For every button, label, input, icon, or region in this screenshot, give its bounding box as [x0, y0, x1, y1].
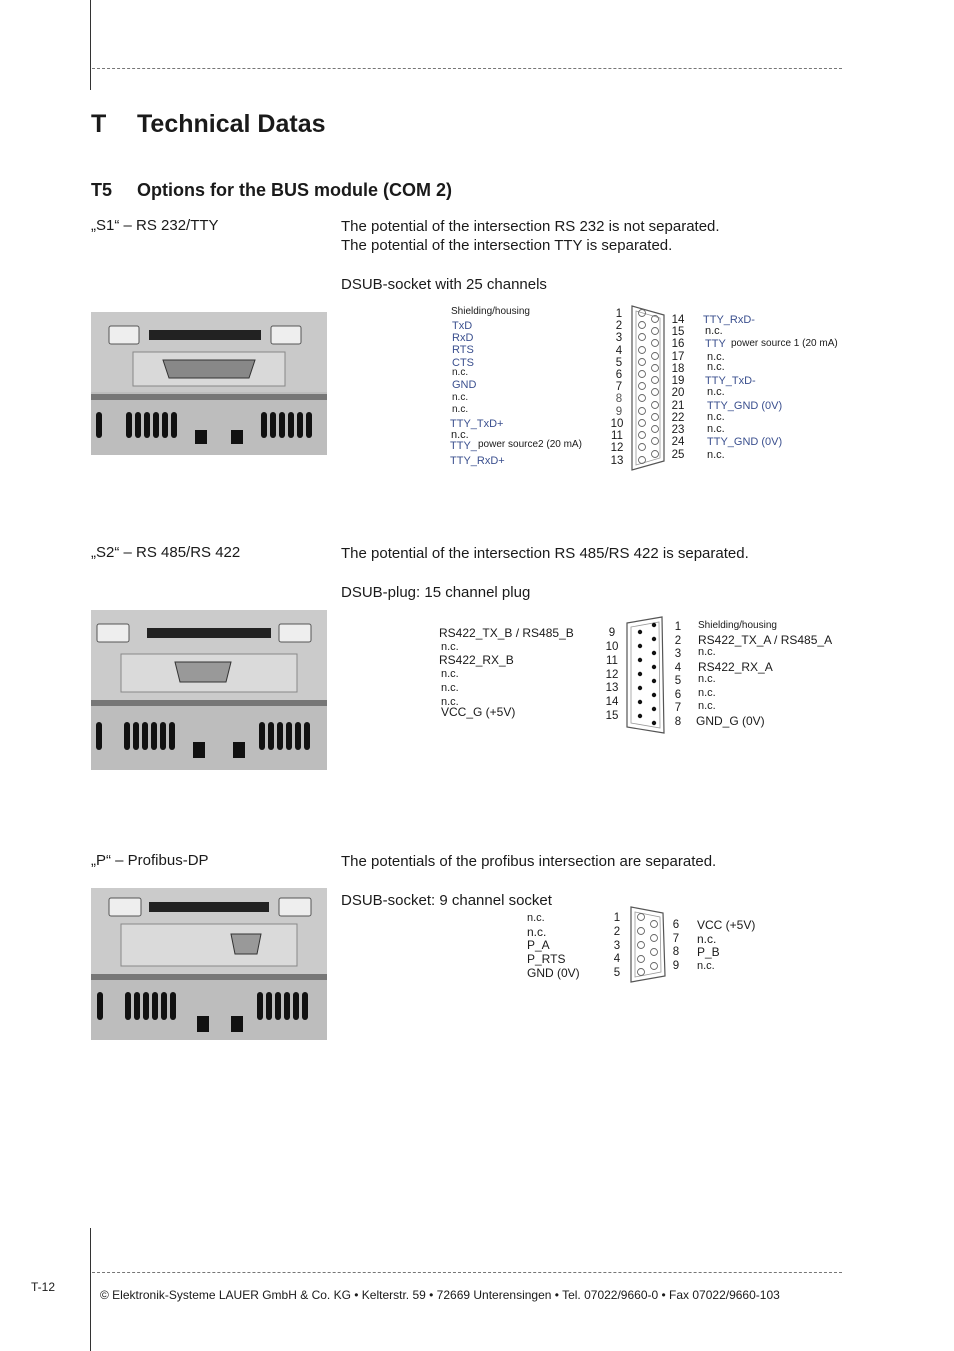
s1-dsub-title: DSUB-socket with 25 channels — [341, 276, 547, 293]
s2-label-rs422-tx-a: RS422_TX_A / RS485_A — [698, 633, 833, 647]
s1-pin-7: 7 — [615, 381, 623, 393]
bottom-dashed-rule — [92, 1272, 842, 1273]
p-line1: The potentials of the profibus intersection are separated. — [341, 853, 717, 870]
p-label-nc9: n.c. — [697, 960, 715, 972]
s2-pin-14: 14 — [605, 696, 619, 708]
chapter-number: T — [91, 110, 107, 138]
p-dsub9-connector-icon — [628, 904, 668, 984]
p-label-gnd: GND (0V) — [527, 966, 580, 980]
s1-label-tty-txd-minus: TTY_TxD- — [705, 375, 756, 387]
s1-pin-6: 6 — [615, 369, 623, 381]
s1-pin-20: 20 — [671, 387, 685, 399]
section-title: Options for the BUS module (COM 2) — [137, 180, 452, 200]
p-device-photo — [91, 888, 327, 1040]
s1-pin-16: 16 — [671, 338, 685, 350]
s1-label-power-source1: power source 1 (20 mA) — [731, 338, 838, 349]
s1-pin-14: 14 — [671, 314, 685, 326]
s2-label-vcc-g: VCC_G (+5V) — [441, 705, 516, 719]
p-label-p-b: P_B — [697, 945, 720, 959]
s1-description — [341, 217, 720, 294]
p-pin-6: 6 — [672, 919, 680, 931]
s1-pin-11: 11 — [611, 430, 623, 442]
chapter-title: Technical Datas — [137, 110, 326, 138]
s2-label-nc12: n.c. — [441, 668, 459, 680]
s2-pin-9: 9 — [608, 627, 616, 639]
s2-pin-10: 10 — [605, 641, 619, 653]
top-dashed-rule — [92, 68, 842, 69]
s2-description — [341, 544, 749, 602]
p-label-nc7: n.c. — [697, 932, 717, 946]
s2-pin-15: 15 — [605, 710, 619, 722]
s1-pin-19: 19 — [671, 375, 685, 387]
p-pin-1: 1 — [613, 912, 621, 924]
s1-label-rts: RTS — [452, 344, 474, 356]
s2-pin-7: 7 — [674, 702, 682, 714]
s2-pin-1: 1 — [674, 621, 682, 633]
s1-label-nc9: n.c. — [452, 404, 469, 415]
s1-label-cts: CTS — [452, 357, 474, 369]
p-device-illustration — [91, 888, 327, 1040]
top-margin-line — [90, 0, 91, 90]
s2-device-illustration — [91, 610, 327, 770]
s2-line1: The potential of the intersection RS 485/RS 422 is separated. — [341, 545, 749, 562]
s1-dsub25-connector-icon — [628, 303, 668, 473]
s1-label-nc8: n.c. — [452, 392, 469, 403]
bottom-margin-line — [90, 1228, 91, 1351]
s1-label-nc23: n.c. — [707, 423, 725, 435]
s1-label-shielding: Shielding/housing — [451, 306, 530, 317]
s1-label-nc20: n.c. — [707, 386, 725, 398]
p-pin-7: 7 — [672, 933, 680, 945]
s1-label-power-source2: power source2 (20 mA) — [478, 439, 582, 450]
s1-label-nc18: n.c. — [707, 361, 725, 373]
s1-line1: The potential of the intersection RS 232 is not separated. — [341, 218, 720, 235]
s2-dsub-title: DSUB-plug: 15 channel plug — [341, 584, 531, 601]
p-label-vcc: VCC (+5V) — [697, 918, 756, 932]
s1-pin-12: 12 — [610, 442, 624, 454]
s2-pin-3: 3 — [674, 648, 682, 660]
s1-pin-17: 17 — [671, 351, 685, 363]
s1-label-tty16: TTY — [705, 338, 726, 350]
s2-device-photo — [91, 610, 327, 770]
s2-label-rs422-rx-a: RS422_RX_A — [698, 660, 773, 674]
s1-pin-2: 2 — [615, 320, 623, 332]
p-pin-4: 4 — [613, 953, 621, 965]
s1-label-gnd: GND — [452, 379, 477, 391]
s2-pin-6: 6 — [674, 689, 682, 701]
page-number: T-12 — [31, 1280, 56, 1294]
p-option-label: „P“ – Profibus-DP — [91, 852, 209, 869]
s2-label-nc10: n.c. — [441, 641, 459, 653]
s2-label-nc14: n.c. — [441, 696, 459, 708]
s1-device-photo — [91, 312, 327, 455]
s1-pin-1: 1 — [615, 308, 623, 320]
s2-label-nc3: n.c. — [698, 646, 716, 658]
s2-pin-4: 4 — [674, 662, 682, 674]
s1-label-nc15: n.c. — [705, 325, 723, 337]
s1-label-nc11: n.c. — [451, 429, 469, 441]
s2-label-gnd-g: GND_G (0V) — [696, 714, 765, 728]
s1-pin-21: 21 — [671, 400, 685, 412]
s1-line2: The potential of the intersection TTY is separated. — [341, 237, 673, 254]
s2-option-label: „S2“ – RS 485/RS 422 — [91, 544, 241, 561]
s1-pin-24: 24 — [671, 436, 685, 448]
s1-label-tty-gnd24: TTY_GND (0V) — [707, 436, 783, 448]
s2-pin-12: 12 — [605, 669, 619, 681]
p-label-p-rts: P_RTS — [527, 952, 566, 966]
s2-pin-13: 13 — [605, 682, 619, 694]
p-pin-3: 3 — [613, 940, 621, 952]
s2-dsub15-connector-icon — [624, 615, 668, 735]
s1-pin-9: 9 — [615, 406, 623, 418]
p-label-nc2: n.c. — [527, 925, 547, 939]
s1-pin-22: 22 — [671, 412, 685, 424]
s1-label-nc17: n.c. — [707, 351, 725, 363]
s2-pin-11: 11 — [606, 655, 618, 667]
s1-pin-10: 10 — [610, 418, 624, 430]
p-pin-9: 9 — [672, 960, 680, 972]
p-dsub-title: DSUB-socket: 9 channel socket — [341, 892, 552, 909]
s1-label-nc6: n.c. — [452, 367, 469, 378]
s2-label-nc13: n.c. — [441, 682, 459, 694]
s1-label-tty-txd-plus: TTY_TxD+ — [450, 418, 504, 430]
s1-pin-13: 13 — [610, 455, 624, 467]
p-pin-8: 8 — [672, 946, 680, 958]
s1-pin-8: 8 — [615, 393, 623, 405]
s1-label-tty-rxd-plus: TTY_RxD+ — [450, 455, 505, 467]
p-label-nc1: n.c. — [527, 912, 545, 924]
s2-pin-5: 5 — [674, 675, 682, 687]
s2-label-nc5: n.c. — [698, 673, 716, 685]
p-label-p-a: P_A — [527, 938, 550, 952]
s1-label-tty12: TTY_ — [450, 440, 477, 452]
section-heading — [91, 180, 452, 201]
p-pin-5: 5 — [613, 967, 621, 979]
s2-label-nc6: n.c. — [698, 687, 716, 699]
footer-copyright: © Elektronik-Systeme LAUER GmbH & Co. KG • Kelterstr. 59 • 72669 Unterensingen • Tel. 07022/9660-0 • Fax 07022/9660-103 — [100, 1288, 780, 1302]
s2-label-rs422-rx-b: RS422_RX_B — [439, 653, 514, 667]
section-number: T5 — [91, 180, 113, 200]
p-pin-2: 2 — [613, 926, 621, 938]
s1-pin-5: 5 — [615, 357, 623, 369]
s1-label-txd: TxD — [452, 320, 473, 332]
s1-pin-3: 3 — [615, 332, 623, 344]
s1-label-tty-rxd-minus: TTY_RxD- — [703, 314, 755, 326]
s1-label-nc22: n.c. — [707, 411, 725, 423]
s1-pin-18: 18 — [671, 363, 685, 375]
s1-pin-25: 25 — [671, 449, 685, 461]
s1-pin-4: 4 — [615, 345, 623, 357]
s2-label-shielding: Shielding/housing — [698, 620, 777, 631]
s2-label-nc7: n.c. — [698, 700, 716, 712]
s2-pin-8: 8 — [674, 716, 682, 728]
chapter-heading — [91, 110, 326, 139]
s1-pin-23: 23 — [671, 424, 685, 436]
s1-device-illustration — [91, 312, 327, 455]
s1-label-tty-gnd21: TTY_GND (0V) — [707, 400, 783, 412]
s1-label-rxd: RxD — [452, 332, 474, 344]
s1-pin-15: 15 — [671, 326, 685, 338]
s2-pin-2: 2 — [674, 635, 682, 647]
s1-option-label: „S1“ – RS 232/TTY — [91, 217, 219, 234]
p-description — [341, 852, 716, 910]
s1-label-nc25: n.c. — [707, 449, 725, 461]
s2-label-rs422-tx-b: RS422_TX_B / RS485_B — [439, 626, 574, 640]
